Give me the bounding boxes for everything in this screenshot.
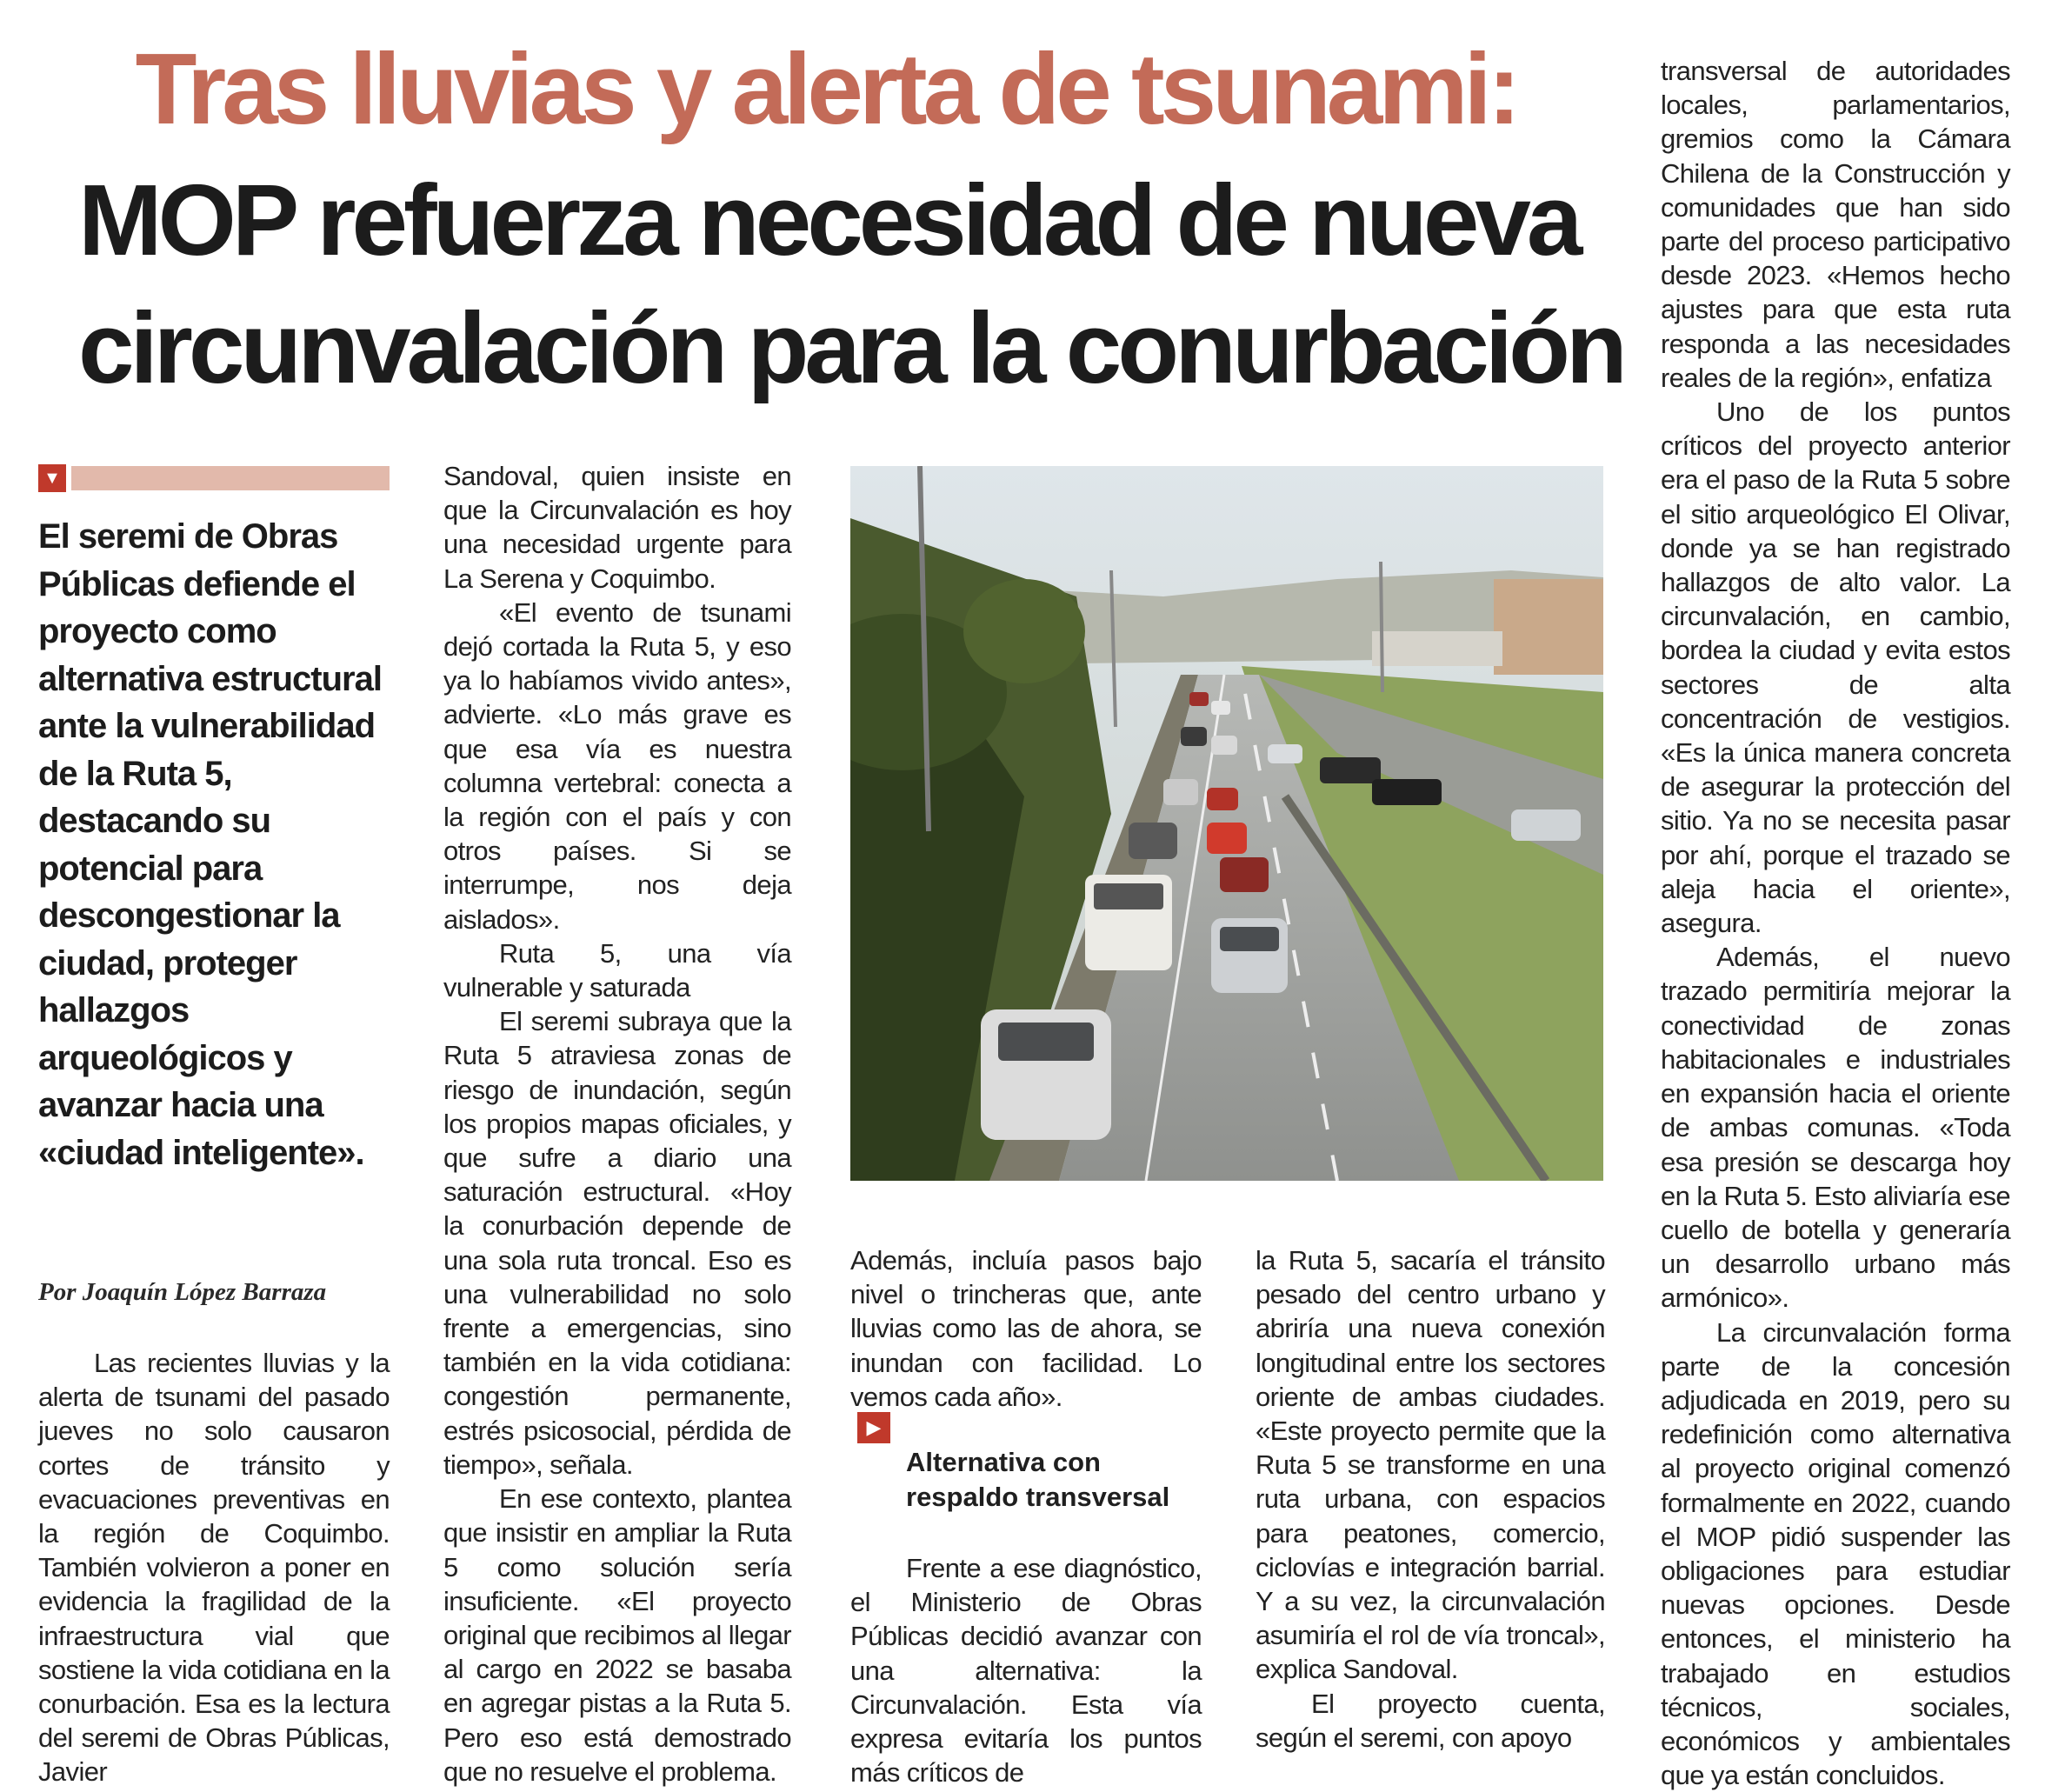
column-5 [1661,54,2010,1792]
section-play-icon: ▶ [857,1412,890,1443]
col5-paragraph: Uno de los puntos críticos del proyecto anterior era el paso de la Ruta 5 sobre el sitio arqueológico El Olivar, donde ya se han registrado hallazgos de alto valor. La circunvalación, en cambio, bordea la ciudad y evita estos sectores de alta concentración de vestigios. «Es la única manera concreta de asegurar la protección del sitio. Ya no se necesita pasar por ahí, porque el trazado se aleja hacia el oriente», asegura. [1661,396,2010,939]
column-3-lower [850,1551,1202,1789]
col5-paragraph: Además, el nuevo trazado permitiría mejorar la conectividad de zonas habitacionales e industriales en expansión hacia el oriente de ambas comunas. «Toda esa presión se descarga hoy en la Ruta 5. Esto aliviaría ese cuello de botella y generaría un desarrollo urbano más armónico». [1661,942,2010,1314]
headline-line-2: circunvalación para la conurbación [78,291,1623,405]
column-4 [1256,1243,1605,1755]
col4-paragraph: la Ruta 5, sacaría el tránsito pesado del centro urbano y abriría una nueva conexión longitudinal entre los sectores oriente de ambas ciudades. «Este proyecto permite que la Ruta 5 se transforme en una ruta urbana, con espacios para peatones, comercio, ciclovías e integración barrial. Y a su vez, la circunvalación asumiría el rol de vía troncal», explica Sandoval. [1256,1245,1605,1685]
section-subhead: Alternativa con respaldo transversal [906,1447,1170,1512]
col3-paragraph: Además, incluía pasos bajo nivel o trincheras que, ante lluvias como las de ahora, se inundan con facilidad. Lo vemos cada año». [850,1245,1202,1412]
col3-paragraph: Frente a ese diagnóstico, el Ministerio de Obras Públicas decidió avanzar con una alternativa: la Circunvalación. Esta vía expresa evitaría los puntos más críticos de [850,1553,1202,1789]
highway-photo-illustration [850,466,1603,1181]
col2-section-subhead: Ruta 5, una vía vulnerable y saturada [443,937,791,1003]
col2-paragraph: «El evento de tsunami dejó cortada la Ruta 5, y eso ya lo habíamos vivido antes», advierte. «Lo más grave es que esa vía es nuestra columna vertebral: conecta a la región con el país y con otros países. Si se interrumpe, nos deja aislados». [443,596,791,935]
lead-marker-icon: ▼ [38,464,66,492]
column-3 [850,1243,1202,1414]
col2-paragraph: El seremi subraya que la Ruta 5 atraviesa zonas de riesgo de inundación, según los propios mapas oficiales, y que sufre a diario una saturación estructural. «Hoy la conurbación depende de una sola ruta troncal. Eso es una vulnerabilidad no solo frente a emergencias, sino también en la vida cotidiana: congestión permanente, estrés psicosocial, pérdida de tiempo», señala. [443,1006,791,1480]
col2-paragraph: En ese contexto, plantea que insistir en ampliar la Ruta 5 como solución sería insuficiente. «El proyecto original que recibimos al llegar al cargo en 2022 se basaba en agregar pistas a la Ruta 5. Pero eso está demostrado que no resuelve el problema. [443,1483,791,1787]
headline-title [78,157,1623,413]
headline-line-1: MOP refuerza necesidad de nueva [78,163,1579,276]
highway-traffic-photo [850,466,1603,1181]
col5-paragraph: La circunvalación forma parte de la concesión adjudicada en 2019, pero su redefinición como alternativa al proyecto original comenzó formalmente en 2022, cuando el MOP pidió suspender las obligaciones para estudiar nuevas opciones. Desde entonces, el ministerio ha trabajado en estudios técnicos, sociales, económicos y ambientales que ya están concluidos. [1661,1316,2010,1791]
col2-paragraph: Sandoval, quien insiste en que la Circunvalación es hoy una necesidad urgente para La Serena y Coquimbo. [443,461,791,594]
col5-paragraph: transversal de autoridades locales, parlamentarios, gremios como la Cámara Chilena de la Construcción y comunidades que han sido parte del proceso participativo desde 2023. «Hemos hecho ajustes para que esta ruta responda a las necesidades reales de la región», enfatiza [1661,56,2010,393]
col4-paragraph: El proyecto cuenta, según el seremi, con apoyo [1256,1688,1605,1753]
lead-divider-bar [71,466,390,490]
headline-kicker: Tras lluvias y alerta de tsunami: [135,32,1517,145]
lead-paragraph: El seremi de Obras Públicas defiende el proyecto como alternativa estructural ante la vulnerabilidad de la Ruta 5, destacando su potencial para descongestionar la ciudad, proteger hallazgos arqueológicos y avanzar hacia una «ciudad inteligente». [38,517,382,1172]
byline: Por Joaquín López Barraza [38,1278,327,1306]
col1-paragraph: Las recientes lluvias y la alerta de tsunami del pasado jueves no solo causaron cortes de tránsito y evacuaciones preventivas en la región de Coquimbo. También volvieron a poner en evidencia la fragilidad de la infraestructura vial que sostiene la vida cotidiana en la conurbación. Esa es la lectura del seremi de Obras Públicas, Javier [38,1348,390,1788]
column-1 [38,1346,390,1789]
column-2 [443,459,791,1789]
